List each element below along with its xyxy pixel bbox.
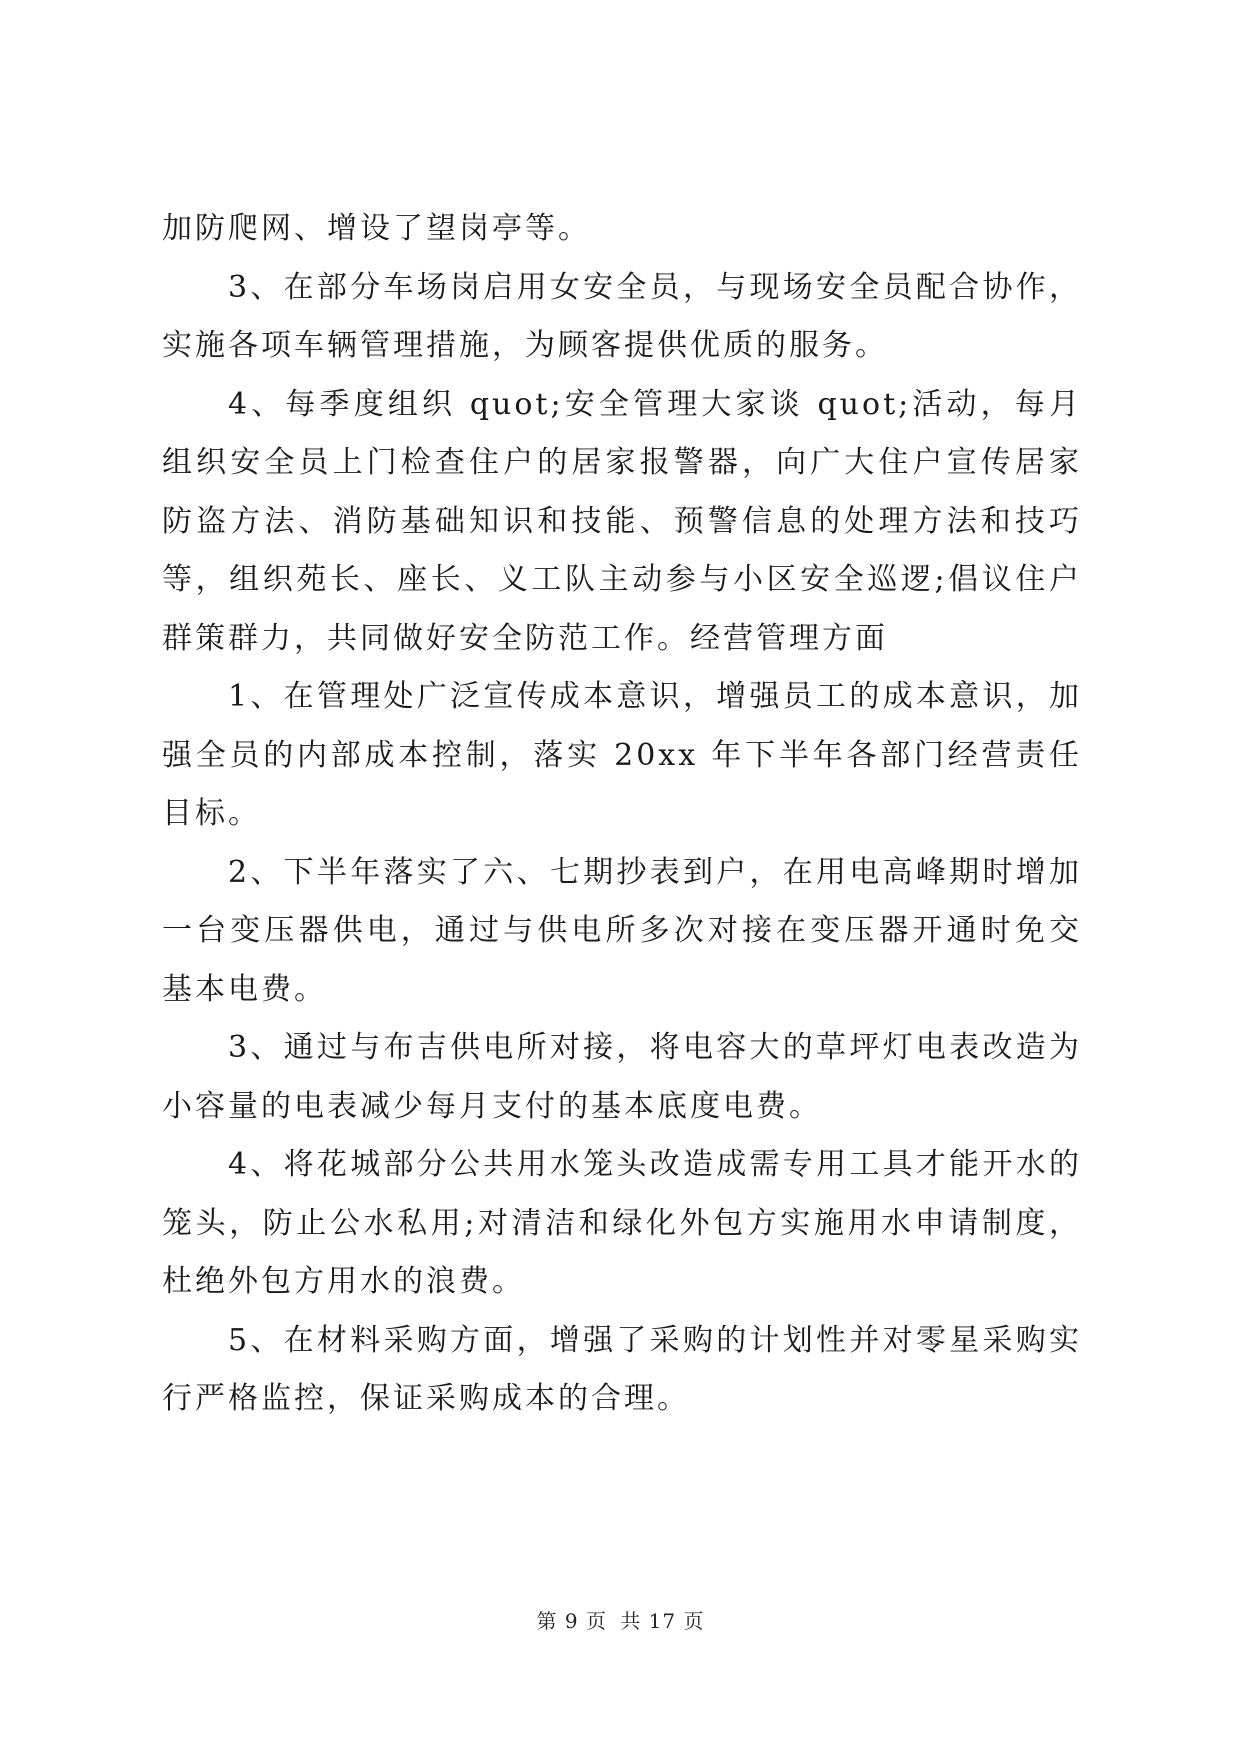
page-number: 第 9 页 <box>536 1609 607 1633</box>
paragraph-item: 3、通过与布吉供电所对接，将电容大的草坪灯电表改造为小容量的电表减少每月支付的基本底度电费。 <box>162 1030 1082 1124</box>
total-pages: 共 17 页 <box>620 1609 705 1633</box>
paragraph-continuation: 加防爬网、增设了望岗亭等。 <box>162 211 591 246</box>
paragraph-item: 5、在材料采购方面，增强了采购的计划性并对零星采购实行严格监控，保证采购成本的合理。 <box>162 1322 1082 1416</box>
paragraph-item: 4、将花城部分公共用水笼头改造成需专用工具才能开水的笼头，防止公水私用;对清洁和绿化外包方实施用水申请制度，杜绝外包方用水的浪费。 <box>162 1147 1082 1299</box>
paragraph-item: 3、在部分车场岗启用女安全员，与现场安全员配合协作，实施各项车辆管理措施，为顾客提供优质的服务。 <box>162 269 1082 363</box>
paragraph-item: 4、每季度组织 quot;安全管理大家谈 quot;活动，每月组织安全员上门检查住户的居家报警器，向广大住户宣传居家防盗方法、消防基础知识和技能、预警信息的处理方法和技巧等，组织苑长、座长、义工队主动参与小区安全巡逻;倡议住户群策群力，共同做好安全防范工作。经营管理方面 <box>162 386 1082 656</box>
paragraph-item: 2、下半年落实了六、七期抄表到户，在用电高峰期时增加一台变压器供电，通过与供电所多次对接在变压器开通时免交基本电费。 <box>162 854 1082 1007</box>
page-footer <box>0 1605 1241 1634</box>
document-body <box>162 200 1082 1429</box>
paragraph-item: 1、在管理处广泛宣传成本意识，增强员工的成本意识，加强全员的内部成本控制，落实 20xx 年下半年各部门经营责任目标。 <box>162 679 1082 831</box>
